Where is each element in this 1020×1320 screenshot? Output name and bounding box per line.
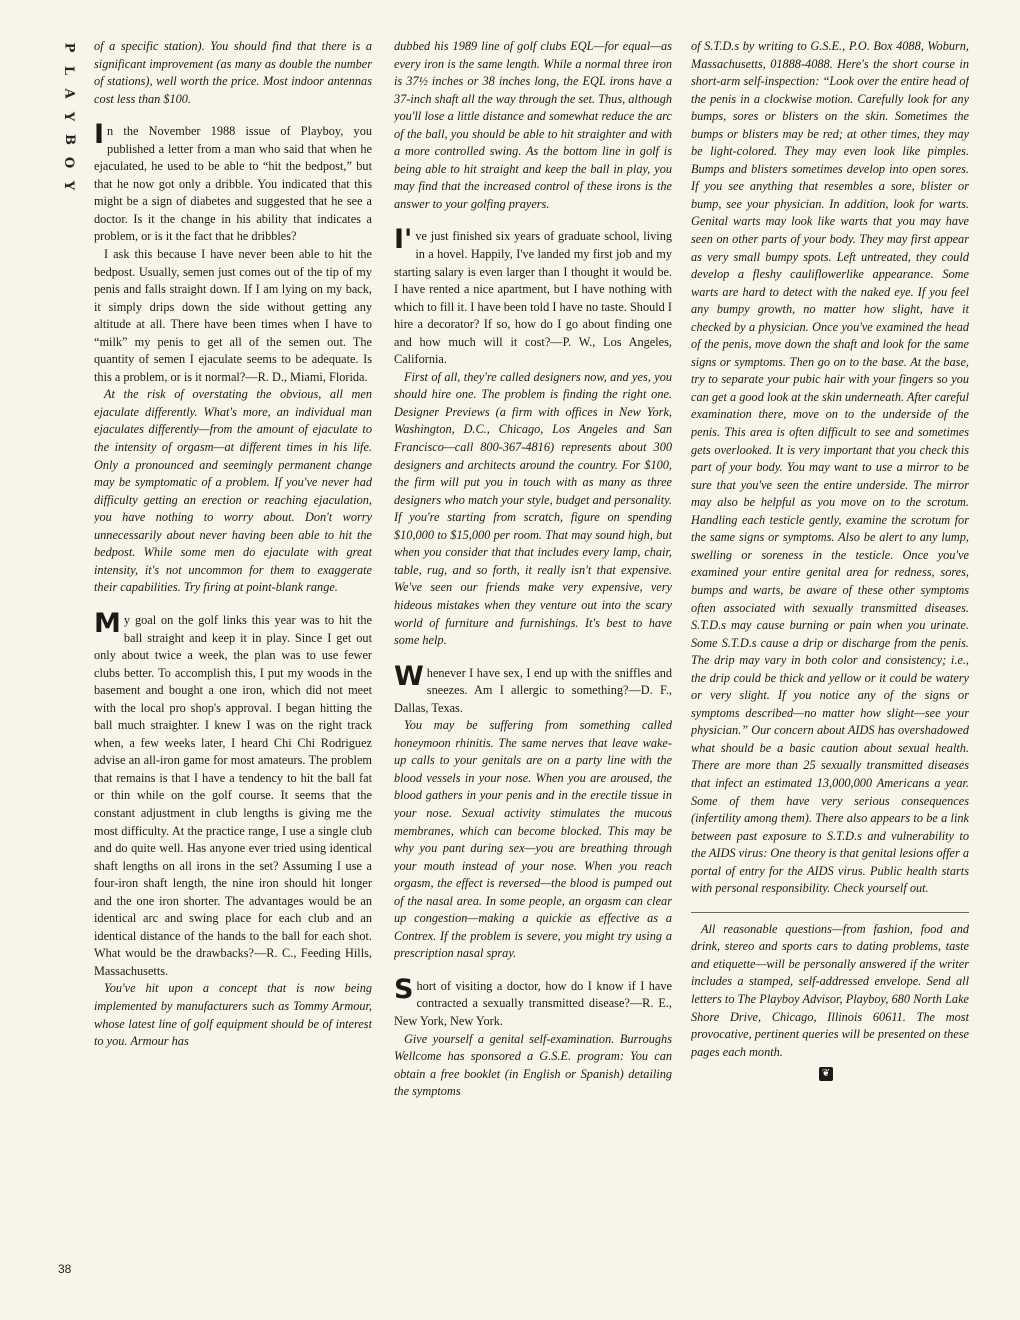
question-paragraph: I ask this because I have never been able to hit the bedpost. Usually, semen just comes out of the tip of my penis and falls straight down. If I am lying on my back, it simply drips down the side without getting any altitude at all. There have been times when I have to “milk” my penis to get all of the semen out. The quantity of semen I ejaculate seems to be adequate. Is this a problem, or is it normal?—R. D., Miami, Florida. — [94, 247, 372, 384]
column-1 — [94, 38, 372, 1278]
question-paragraph: My goal on the golf links this year was to hit the ball straight and keep it in play. Since I get out only about twice a week, the plan was to use fewer clubs better. To accomplish this, I put my woods in the basement and bought a one iron, which did not meet with the local pro shop's approval. I began hitting the ball much straighter. I knew I was on the right track when, a few weeks later, I heard Chi Chi Rodriguez advise an all-iron game for most amateurs. The problem that remains is that I have a tendency to hit the ball fat or thin while on the golf course. It seems that the constant adjustment in club lengths is giving me the most difficulty. At the practice range, I use a single club and do quite well. Has anyone ever tried using identical shaft lengths on all irons in the set? Assuming I use a four-iron shaft length, the nine iron should hit longer and the one iron shorter. The advantages would be an identical arc and swing place for each club and an identical distance of the hands to the ball for each shot. What would be the drawbacks?—R. C., Feeding Hills, Massachusetts. — [94, 607, 372, 978]
masthead-letter: Y — [61, 111, 77, 122]
answer-paragraph: At the risk of overstating the obvious, all men ejaculate differently. What's more, an individual man ejaculates differently—from the amount of ejaculate to the intensity of orgasm—at different times in his life. Only a pronounced and seemingly permanent change may be symptomatic of a problem. If you've never had difficulty getting an erection or reaching ejaculation, you have nothing to worry about. Don't worry unnecessarily about never having been able to hit the bedpost. While some men do ejaculate with great intensity, it's not uncommon for them to exaggerate their capabilities. Try firing at point-blank range. — [94, 387, 372, 595]
answer-paragraph: Give yourself a genital self-examination. Burroughs Wellcome has sponsored a G.S.E. program: You can obtain a free booklet (in English or Spanish) detailing the symptoms — [394, 1031, 672, 1099]
rabbit-head-end-mark-icon: ❦ — [819, 1067, 833, 1081]
masthead-letter: L — [61, 65, 77, 76]
question-paragraph: In the November 1988 issue of Playboy, you published a letter from a man who said that when he ejaculated, he used to be able to “hit the bedpost,” but that he now got only a dribble. You indicated that this might be a sign of diabetes and suggested that he see a doctor. Is it the change in his ability that indicates a problem, or is it the fact that he dribbles? — [94, 119, 372, 244]
masthead-letter: B — [61, 134, 77, 145]
page-number: 38 — [58, 1262, 72, 1276]
question-paragraph: Whenever I have sex, I end up with the sniffles and sneezes. Am I allergic to something?—D. F., Dallas, Texas. — [394, 660, 672, 715]
masthead-letter: A — [61, 88, 77, 99]
masthead-letter: Y — [61, 180, 77, 191]
masthead-letter: O — [61, 156, 77, 169]
answer-paragraph: You've hit upon a concept that is now being implemented by manufacturers such as Tommy Armour, whose latest line of golf equipment should be of interest to you. Armour has — [94, 981, 372, 1049]
column-2 — [394, 38, 672, 1278]
question-paragraph: Short of visiting a doctor, how do I know if I have contracted a sexually transmitted disease?—R. E., New York, New York. — [394, 973, 672, 1028]
answer-paragraph: of a specific station). You should find that there is a significant improvement (as many as double the number of stations), well worth the price. Most indoor antennas cost less than $100. — [94, 39, 372, 106]
column-3 — [691, 38, 969, 1278]
question-paragraph: I've just finished six years of graduate school, living in a hovel. Happily, I've landed my first job and my starting salary is even larger than I thought it would be. I have rented a nice apartment, but I have nothing with which to fill it. I have been told I have no taste. Should I hire a decorator? If so, how do I go about finding one and how much will it cost?—P. W., Los Angeles, California. — [394, 224, 672, 367]
answer-paragraph: dubbed his 1989 line of golf clubs EQL—for equal—as every iron is the same length. While a normal three iron is 37½ inches or 38 inches long, the EQL irons have a 37-inch shaft all the way through the set. Thus, although you'll lose a little distance and somewhat reduce the arc of the ball, you should be able to hit straighter and with a more controlled swing. As the bottom line in golf is being able to hit straight and keep the ball in play, you may find that the increased control of these irons is the answer to your golfing prayers. — [394, 39, 672, 211]
answer-paragraph: First of all, they're called designers now, and yes, you should hire one. The problem is finding the right one. Designer Previews (a firm with offices in New York, Washington, D.C., Chicago, Los Angeles and San Francisco—call 800-367-4816) represents about 300 designers and architects around the country. For $100, the firm will put you in touch with as many as three designers who match your style, budget and personality. If you're starting from scratch, figure on spending $10,000 to $15,000 per room. That may sound high, but when you consider that that includes every lamp, chair, table, rug, and so forth, it really isn't that expensive. We've seen our friends make very expensive, very hideous mistakes when they venture out into the scary world of furniture and furnishings. It's best to have some help. — [394, 369, 672, 648]
playboy-masthead — [58, 36, 80, 197]
answer-paragraph: You may be suffering from something called honeymoon rhinitis. The same nerves that leave wake-up calls to your genitals are on a party line with the blood vessels in your nose. When you are aroused, the blood gathers in your penis and in the erectile tissue in your nose. Sexual activity stimulates the mucous membranes, which can become blocked. This may be why you pant during sex—you are breathing through your mouth instead of your nose. When you reach orgasm, the effect is reversed—the blood is pumped out of the nasal area. In some people, an orgasm can clear up congestion—making a quickie as effective as a Contrex. If the problem is severe, you might try using a prescription nasal spray. — [394, 718, 672, 961]
masthead-letter: P — [61, 42, 77, 53]
advisor-submission-note: All reasonable questions—from fashion, food and drink, stereo and sports cars to dating problems, taste and etiquette—will be personally answered if the writer includes a stamped, self-addressed envelope. Send all letters to The Playboy Advisor, Playboy, 680 North Lake Shore Drive, Chicago, Illinois 60611. The most provocative, pertinent queries will be presented on these pages each month. — [691, 912, 969, 1061]
answer-paragraph: of S.T.D.s by writing to G.S.E., P.O. Box 4088, Woburn, Massachusetts, 01888-4088. Here's the short course in short-arm self-inspection: “Look over the entire head of the penis in a clockwise motion. Carefully look for any bumps, sores or blisters on the skin. Sometimes the bumps or blisters may be red; at other times, they may be light-colored. They may even look like pimples. Bumps and blisters sometimes develop into open sores. If you see anything that resembles a sore, blister or bump, see your physician. In addition, look for warts. Genital warts may look like warts that you may have seen on other parts of your body. They may first appear as very small bumpy spots. Left untreated, they could develop a fleshy cauliflowerlike appearance. Some warts are hard to detect with the naked eye. If you feel any bumpy growth, no matter how slight, have it checked by a physician. Once you've examined the head of the penis, move down the shaft and look for the same signs or symptoms. Then go on to the base. At the base, try to separate your pubic hair with your fingers so you can get a good look at the skin underneath. After careful examination there, move on to the underside of the penis. This area is often difficult to see and sometimes gets overlooked. It is very important that you check this part of your body. You may want to use a mirror to be sure that you've seen the entire underside. The mirror may also be helpful as you move on to the scrotum. Handling each testicle gently, examine the scrotum for the same signs or symptoms. Also be alert to any lump, swelling or soreness in the testicle. Once you've examined your entire genital area for redness, sores, bumps and warts, be aware of these other symptoms often associated with sexually transmitted diseases. S.T.D.s may cause burning or pain when you urinate. Some S.T.D.s cause a drip or discharge from the penis. The drip may vary in both color and consistency; i.e., the drip could be thick and yellow or it could be watery or very slight. If you notice any of the signs or symptoms described—no matter how slight—see your physician.” Our concern about AIDS has overshadowed what should be a basic caution about sexual health. There are more than 25 sexually transmitted diseases that infect an estimated 13,000,000 Americans a year. Some of them have very serious consequences (infertility among them). There also appears to be a link between past exposure to S.T.D.s and vulnerability to the AIDS virus: One theory is that genital lesions offer a portal of entry for the AIDS virus. Public health starts with personal responsibility. Check yourself out. — [691, 39, 969, 896]
